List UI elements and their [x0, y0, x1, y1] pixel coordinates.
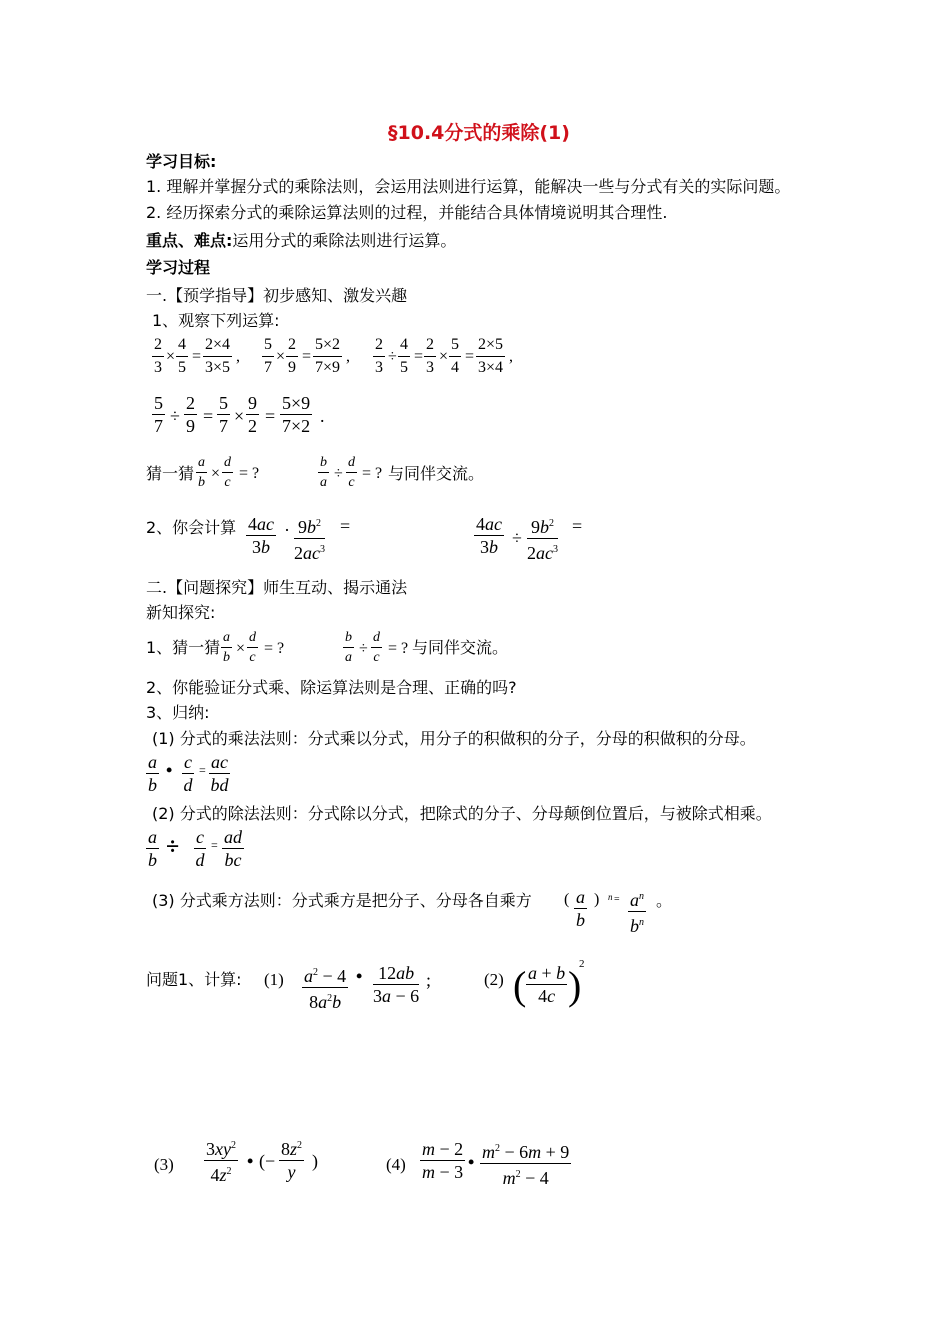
part2-q3: 3、归纳: — [146, 703, 210, 722]
rule-1: (1) 分式的乘法法则：分式乘以分式，用分子的积做积的分子，分母的积做积的分母。 — [152, 729, 756, 748]
fraction: $\frac{c}{d}$ — [195, 827, 205, 870]
fraction: $\frac{9}{2}$ — [248, 393, 257, 436]
fraction: $\frac{2}{3}$ — [426, 336, 434, 376]
fraction: $\frac{a}{b}$ — [148, 827, 157, 870]
part1-heading: 一.【预学指导】初步感知、激发兴趣 — [146, 286, 408, 305]
fraction: $\frac{a + b}{4c}$ — [528, 963, 566, 1006]
fraction: $\frac{9b^2}{2ac^3}$ — [294, 517, 325, 563]
page-title: §10.4分式的乘除(1) — [388, 122, 570, 144]
guess-label: 猜一猜 — [146, 464, 195, 483]
fraction: $\frac{4ac}{3b}$ — [248, 514, 274, 557]
goal-item-2: 2. 经历探索分式的乘除运算法则的过程，并能结合具体情境说明其合理性. — [146, 203, 668, 222]
problem1-label: 问题1、计算: — [146, 970, 242, 989]
problem1-part4-label: (4) — [386, 1155, 406, 1174]
keypoints-text: 运用分式的乘除法则进行运算。 — [232, 231, 457, 250]
fraction: $\frac{12ab}{3a - 6}$ — [373, 963, 420, 1006]
fraction: $\frac{a^2 - 4}{8a^2b}$ — [304, 966, 347, 1012]
goals-heading: 学习目标: — [146, 152, 217, 171]
fraction: $\frac{5}{7}$ — [154, 393, 163, 436]
fraction: $\frac{a}{b}$ — [223, 630, 230, 665]
rule-3: (3) 分式乘方法则：分式乘方是把分子、分母各自乘方 — [152, 891, 532, 910]
part1-q1: 1、观察下列运算: — [152, 311, 280, 330]
fraction: $\frac{a^n}{b^n}$ — [630, 890, 644, 936]
fraction: $\frac{m^2 - 6m + 9}{m^2 - 4}$ — [482, 1142, 570, 1188]
fraction: $\frac{5}{7}$ — [264, 336, 272, 376]
part2-q2: 2、你能验证分式乘、除运算法则是合理、正确的吗? — [146, 678, 517, 697]
fraction: $\frac{d}{c}$ — [249, 630, 256, 665]
fraction: $\frac{c}{d}$ — [183, 752, 193, 795]
fraction: $\frac{2}{3}$ — [154, 336, 162, 376]
part2-exchange: 与同伴交流。 — [412, 638, 509, 657]
fraction: $\frac{4ac}{3b}$ — [476, 514, 502, 557]
fraction: $\frac{b}{a}$ — [345, 630, 352, 665]
exchange-text: 与同伴交流。 — [388, 464, 485, 483]
fraction: $\frac{2}{9}$ — [186, 393, 195, 436]
fraction: $\frac{2\times 5}{3\times 4}$ — [478, 336, 504, 376]
fraction: $\frac{5\times 2}{7\times 9}$ — [315, 336, 341, 376]
keypoints — [146, 231, 456, 251]
fraction: $\frac{8z^2}{y}$ — [281, 1139, 303, 1182]
part2-heading: 二.【问题探究】师生互动、揭示通法 — [146, 578, 408, 597]
fraction: $\frac{3xy^2}{4z^2}$ — [206, 1139, 236, 1185]
keypoints-label: 重点、难点: — [146, 231, 233, 250]
fraction: $\frac{a}{b}$ — [148, 752, 157, 795]
process-heading: 学习过程 — [146, 258, 211, 277]
part2-q1: 1、猜一猜 — [146, 638, 221, 657]
fraction: $\frac{d}{c}$ — [224, 455, 231, 490]
rule-3-end: 。 — [656, 891, 673, 910]
part2-new: 新知探究: — [146, 603, 216, 622]
problem1-part2-label: (2) — [484, 970, 504, 989]
fraction: $\frac{d}{c}$ — [348, 455, 355, 490]
fraction: $\frac{4}{5}$ — [400, 336, 408, 376]
fraction: $\frac{5\times 9}{7\times 2}$ — [282, 393, 311, 436]
fraction: $\frac{4}{5}$ — [178, 336, 186, 376]
problem1-part1-label: (1) — [264, 970, 284, 989]
fraction: $\frac{a}{b}$ — [576, 887, 585, 930]
fraction: $\frac{2}{3}$ — [375, 336, 383, 376]
fraction: $\frac{9b^2}{2ac^3}$ — [527, 517, 558, 563]
fraction: $\frac{m - 2}{m - 3}$ — [422, 1139, 464, 1182]
rule-2: (2) 分式的除法法则：分式除以分式，把除式的分子、分母颠倒位置后，与被除式相乘。 — [152, 804, 772, 823]
fraction: $\frac{d}{c}$ — [373, 630, 380, 665]
part1-q2: 2、你会计算 — [146, 518, 237, 537]
fraction: $\frac{5}{7}$ — [219, 393, 228, 436]
fraction: $\frac{a}{b}$ — [198, 455, 205, 490]
problem1-part3-label: (3) — [154, 1155, 174, 1174]
fraction: $\frac{2}{9}$ — [288, 336, 296, 376]
fraction: $\frac{ac}{bd}$ — [210, 752, 229, 795]
fraction: $\frac{2\times 4}{3\times 5}$ — [205, 336, 231, 376]
fraction: $\frac{b}{a}$ — [320, 455, 327, 490]
goal-item-1: 1. 理解并掌握分式的乘除法则，会运用法则进行运算，能解决一些与分式有关的实际问题。 — [146, 177, 791, 196]
fraction: $\frac{5}{4}$ — [451, 336, 459, 376]
fraction: $\frac{ad}{bc}$ — [224, 827, 242, 870]
